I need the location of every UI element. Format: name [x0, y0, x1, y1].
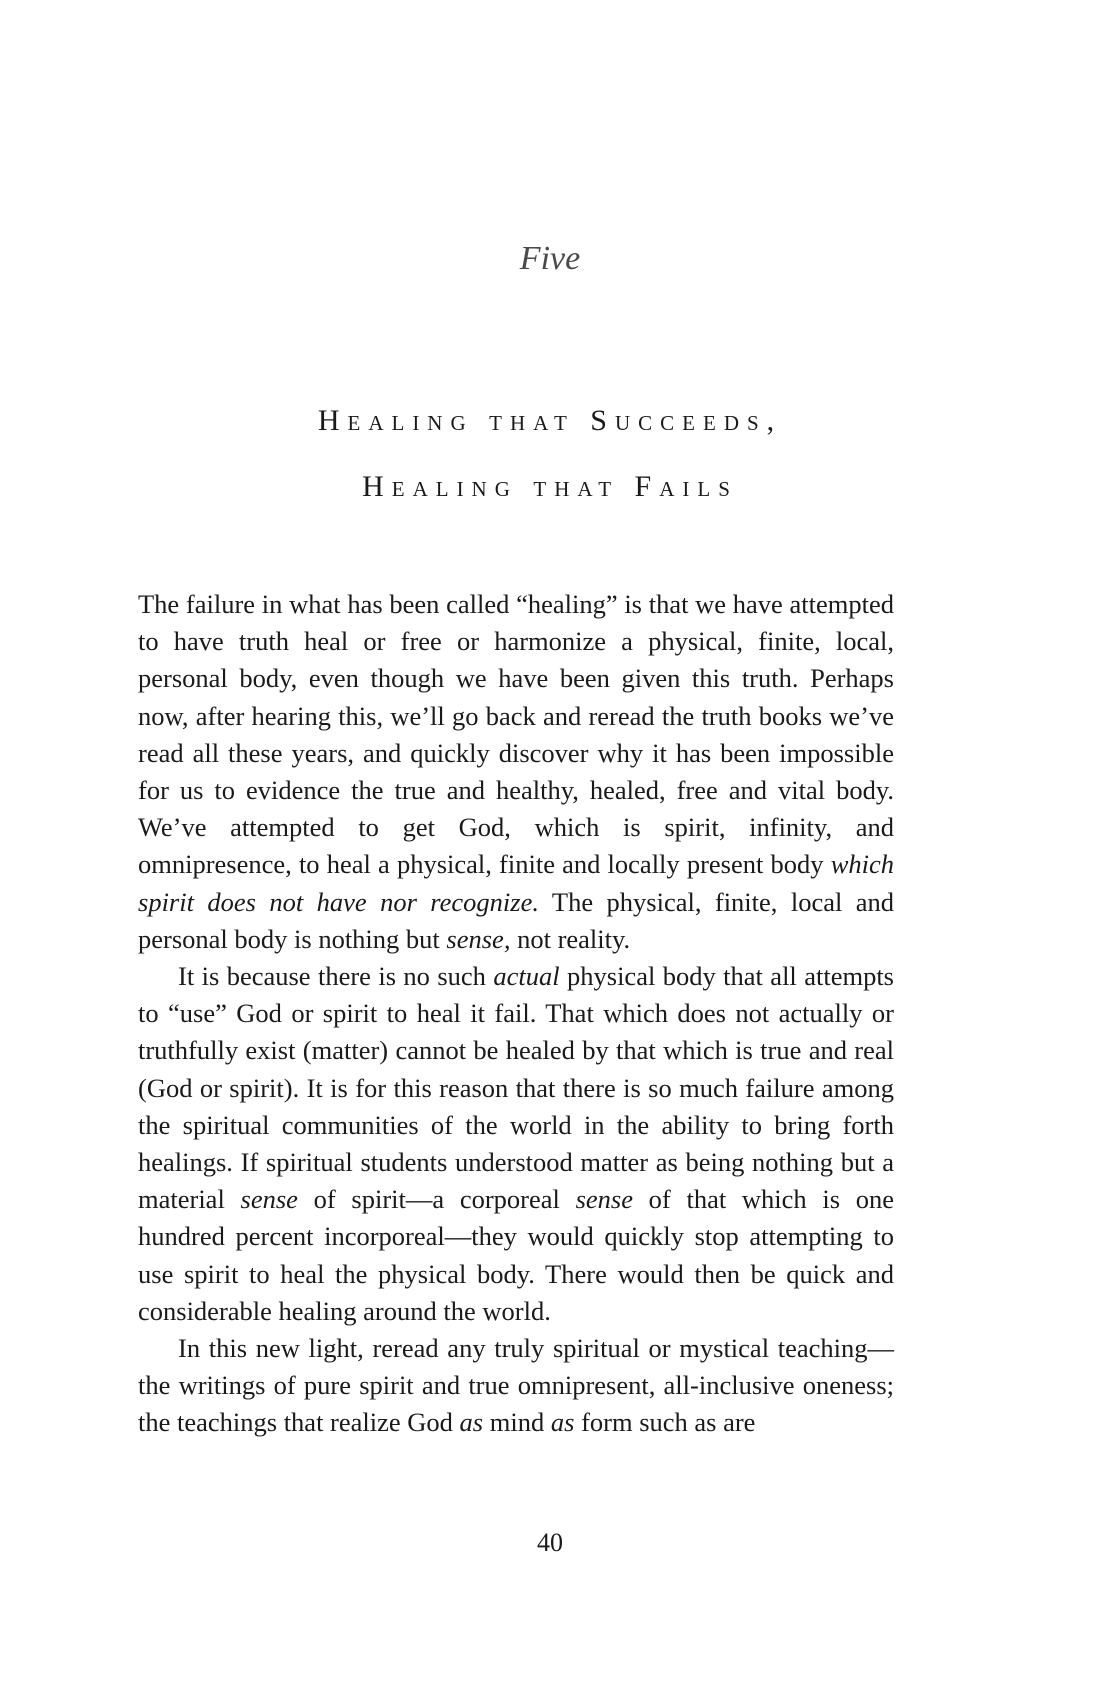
italic-segment: as [459, 1407, 484, 1438]
text-segment: of that which is one hundred percent incorporeal—they would quickly stop attempting to use spirit to heal the physical body. There would then be quick and considerable healing around the world. [138, 1184, 894, 1326]
text-segment: of spirit—a corporeal [297, 1184, 576, 1215]
text-segment: In this new light, reread any truly spiritual or mystical teaching—the writings of pure spirit and true omnipresent, all-inclusive oneness; the teachings that realize God [138, 1333, 894, 1438]
paragraph-3 [138, 1330, 894, 1442]
text-segment: mind [483, 1407, 551, 1438]
text-segment: The physical, finite, local and personal body is nothing but [138, 886, 894, 954]
text-segment: form such as are [574, 1407, 756, 1438]
body-text [138, 586, 894, 1442]
italic-segment: sense [575, 1184, 633, 1215]
text-segment: It is because there is no such [178, 961, 494, 992]
chapter-title-line-2: Healing that Fails [362, 470, 738, 503]
text-segment: The failure in what has been called “healing” is that we have attempted to have truth heal or free or harmonize a physical, finite, local, personal body, even though we have been given this truth. Perhaps now, after hearing this, we’ll go back and reread the truth books we’ve read all these years, and quickly discover why it has been impossible for us to evidence the true and healthy, healed, free and vital body. We’ve attempted to get God, which is spirit, infinity, and omnipresence, to heal a physical, finite and locally present body [138, 589, 894, 880]
italic-segment: sense, [446, 923, 511, 954]
italic-segment: actual [493, 961, 560, 992]
paragraph-2 [138, 958, 894, 1330]
text-segment: physical body that all attempts to “use” God or spirit to heal it fail. That which does not actually or truthfully exist (matter) cannot be healed by that which is true and real (God or spirit). It is for this reason that there is so much failure among the spiritual communities of the world in the ability to bring forth healings. If spiritual students understood matter as being nothing but a material [138, 961, 894, 1215]
chapter-number: Five [519, 240, 581, 277]
italic-segment: which spirit does not have nor recognize. [138, 849, 894, 917]
text-segment: not reality. [510, 923, 631, 954]
page-number: 40 [537, 1528, 563, 1557]
chapter-title [0, 388, 1100, 520]
italic-segment: as [550, 1407, 575, 1438]
paragraph-1 [138, 586, 894, 958]
chapter-title-line-1: Healing that Succeeds, [317, 404, 783, 437]
italic-segment: sense [240, 1184, 298, 1215]
